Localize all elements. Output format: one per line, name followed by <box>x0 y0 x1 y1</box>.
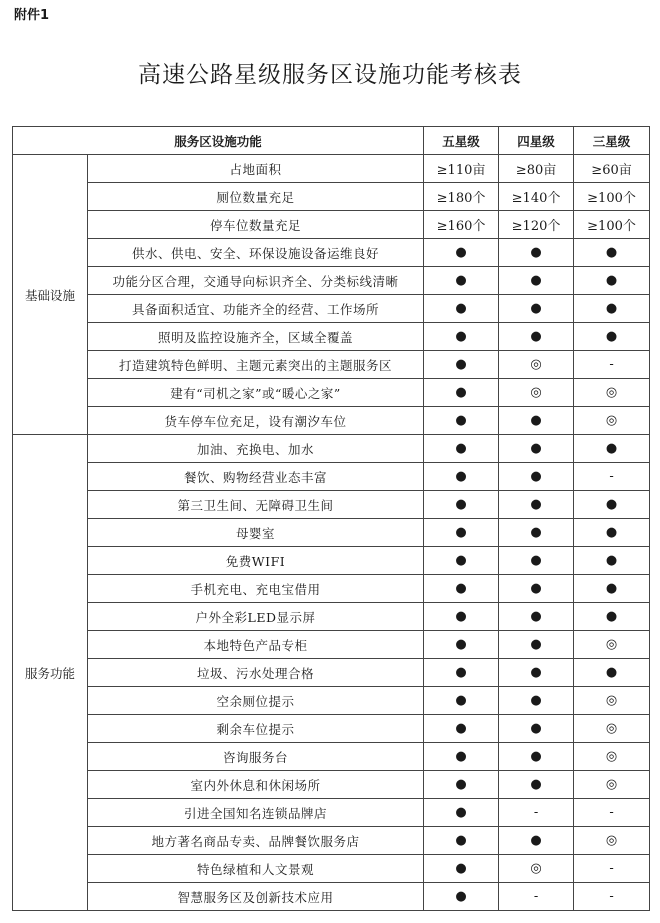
table-row <box>13 407 650 435</box>
value-five-star: ● <box>424 239 499 267</box>
value-three-star: ◎ <box>574 631 650 659</box>
value-three-star: ● <box>574 547 650 575</box>
value-five-star: ● <box>424 575 499 603</box>
header-function: 服务区设施功能 <box>13 127 424 155</box>
table-row <box>13 799 650 827</box>
category-label: 服务功能 <box>13 435 88 911</box>
value-five-star: ● <box>424 631 499 659</box>
value-five-star: ● <box>424 743 499 771</box>
facility-item: 餐饮、购物经营业态丰富 <box>88 463 424 491</box>
category-label: 基础设施 <box>13 155 88 435</box>
facility-item: 空余厕位提示 <box>88 687 424 715</box>
value-five-star: ≥180个 <box>424 183 499 211</box>
table-row <box>13 155 650 183</box>
facility-item: 智慧服务区及创新技术应用 <box>88 883 424 911</box>
table-row <box>13 351 650 379</box>
value-four-star: ● <box>499 267 574 295</box>
value-three-star: ● <box>574 659 650 687</box>
table-row <box>13 715 650 743</box>
facility-item: 剩余车位提示 <box>88 715 424 743</box>
value-three-star: ◎ <box>574 715 650 743</box>
facility-item: 地方著名商品专卖、品牌餐饮服务店 <box>88 827 424 855</box>
value-three-star: ◎ <box>574 827 650 855</box>
facility-item: 加油、充换电、加水 <box>88 435 424 463</box>
value-four-star: ● <box>499 491 574 519</box>
value-four-star: ● <box>499 659 574 687</box>
value-four-star: ● <box>499 463 574 491</box>
value-three-star: ● <box>574 295 650 323</box>
header-three-star: 三星级 <box>574 127 650 155</box>
value-three-star: ● <box>574 267 650 295</box>
facility-item: 母婴室 <box>88 519 424 547</box>
facility-item: 功能分区合理，交通导向标识齐全、分类标线清晰 <box>88 267 424 295</box>
facility-item: 咨询服务台 <box>88 743 424 771</box>
value-five-star: ● <box>424 379 499 407</box>
facility-item: 供水、供电、安全、环保设施设备运维良好 <box>88 239 424 267</box>
table-row <box>13 239 650 267</box>
table-row <box>13 603 650 631</box>
facility-item: 占地面积 <box>88 155 424 183</box>
page-title: 高速公路星级服务区设施功能考核表 <box>138 62 522 88</box>
facility-item: 厕位数量充足 <box>88 183 424 211</box>
value-three-star: - <box>574 351 650 379</box>
value-five-star: ● <box>424 463 499 491</box>
value-four-star: ≥140个 <box>499 183 574 211</box>
value-three-star: ● <box>574 491 650 519</box>
value-five-star: ≥110亩 <box>424 155 499 183</box>
value-three-star: ● <box>574 239 650 267</box>
value-four-star: ● <box>499 519 574 547</box>
value-five-star: ● <box>424 351 499 379</box>
table-row <box>13 827 650 855</box>
value-four-star: ● <box>499 827 574 855</box>
table-row <box>13 463 650 491</box>
value-five-star: ● <box>424 267 499 295</box>
value-three-star: ≥100个 <box>574 183 650 211</box>
facility-item: 停车位数量充足 <box>88 211 424 239</box>
facility-item: 手机充电、充电宝借用 <box>88 575 424 603</box>
value-four-star: ● <box>499 603 574 631</box>
value-three-star: ● <box>574 519 650 547</box>
value-five-star: ● <box>424 715 499 743</box>
facility-item: 室内外休息和休闲场所 <box>88 771 424 799</box>
value-four-star: ≥120个 <box>499 211 574 239</box>
value-three-star: ≥100个 <box>574 211 650 239</box>
value-five-star: ● <box>424 295 499 323</box>
value-four-star: ● <box>499 743 574 771</box>
table-row <box>13 267 650 295</box>
value-four-star: ● <box>499 687 574 715</box>
value-three-star: ◎ <box>574 379 650 407</box>
table-row <box>13 687 650 715</box>
facility-item: 货车停车位充足，设有潮汐车位 <box>88 407 424 435</box>
value-four-star: ≥80亩 <box>499 155 574 183</box>
value-four-star: ● <box>499 407 574 435</box>
value-five-star: ● <box>424 771 499 799</box>
facility-item: 打造建筑特色鲜明、主题元素突出的主题服务区 <box>88 351 424 379</box>
value-three-star: ● <box>574 323 650 351</box>
table-row <box>13 659 650 687</box>
table-row <box>13 211 650 239</box>
table-row <box>13 379 650 407</box>
value-four-star: ● <box>499 239 574 267</box>
value-four-star: ● <box>499 715 574 743</box>
value-four-star: ◎ <box>499 855 574 883</box>
value-three-star: - <box>574 463 650 491</box>
table-row <box>13 631 650 659</box>
header-five-star: 五星级 <box>424 127 499 155</box>
assessment-table <box>12 126 650 911</box>
value-five-star: ● <box>424 323 499 351</box>
value-four-star: ● <box>499 771 574 799</box>
table-header-row <box>13 127 650 155</box>
table-row <box>13 547 650 575</box>
value-four-star: ● <box>499 631 574 659</box>
value-three-star: ≥60亩 <box>574 155 650 183</box>
table-row <box>13 519 650 547</box>
value-five-star: ● <box>424 883 499 911</box>
table-row <box>13 743 650 771</box>
header-four-star: 四星级 <box>499 127 574 155</box>
value-five-star: ● <box>424 491 499 519</box>
value-five-star: ● <box>424 855 499 883</box>
value-four-star: ◎ <box>499 351 574 379</box>
facility-item: 垃圾、污水处理合格 <box>88 659 424 687</box>
value-four-star: ● <box>499 295 574 323</box>
value-four-star: - <box>499 799 574 827</box>
value-four-star: ● <box>499 575 574 603</box>
facility-item: 建有“司机之家”或“暖心之家” <box>88 379 424 407</box>
table-row <box>13 435 650 463</box>
value-five-star: ● <box>424 799 499 827</box>
value-four-star: ● <box>499 435 574 463</box>
value-three-star: ● <box>574 575 650 603</box>
table-row <box>13 771 650 799</box>
value-three-star: ◎ <box>574 743 650 771</box>
value-three-star: ◎ <box>574 771 650 799</box>
value-four-star: ● <box>499 323 574 351</box>
facility-item: 特色绿植和人文景观 <box>88 855 424 883</box>
facility-item: 第三卫生间、无障碍卫生间 <box>88 491 424 519</box>
table-row <box>13 855 650 883</box>
table-row <box>13 183 650 211</box>
value-five-star: ● <box>424 547 499 575</box>
table-row <box>13 883 650 911</box>
table-row <box>13 323 650 351</box>
value-three-star: ● <box>574 435 650 463</box>
value-three-star: - <box>574 883 650 911</box>
value-five-star: ● <box>424 519 499 547</box>
facility-item: 照明及监控设施齐全，区域全覆盖 <box>88 323 424 351</box>
facility-item: 户外全彩LED显示屏 <box>88 603 424 631</box>
facility-item: 本地特色产品专柜 <box>88 631 424 659</box>
table-row <box>13 295 650 323</box>
value-five-star: ● <box>424 659 499 687</box>
table-row <box>13 491 650 519</box>
attachment-label: 附件1 <box>14 8 50 23</box>
value-four-star: - <box>499 883 574 911</box>
facility-item: 免费WIFI <box>88 547 424 575</box>
value-four-star: ◎ <box>499 379 574 407</box>
value-three-star: - <box>574 855 650 883</box>
value-three-star: - <box>574 799 650 827</box>
value-five-star: ● <box>424 827 499 855</box>
facility-item: 具备面积适宜、功能齐全的经营、工作场所 <box>88 295 424 323</box>
value-five-star: ● <box>424 687 499 715</box>
value-five-star: ● <box>424 603 499 631</box>
value-five-star: ≥160个 <box>424 211 499 239</box>
value-three-star: ◎ <box>574 407 650 435</box>
value-three-star: ◎ <box>574 687 650 715</box>
facility-item: 引进全国知名连锁品牌店 <box>88 799 424 827</box>
value-four-star: ● <box>499 547 574 575</box>
value-three-star: ● <box>574 603 650 631</box>
value-five-star: ● <box>424 435 499 463</box>
table-body <box>13 155 650 911</box>
table-row <box>13 575 650 603</box>
value-five-star: ● <box>424 407 499 435</box>
